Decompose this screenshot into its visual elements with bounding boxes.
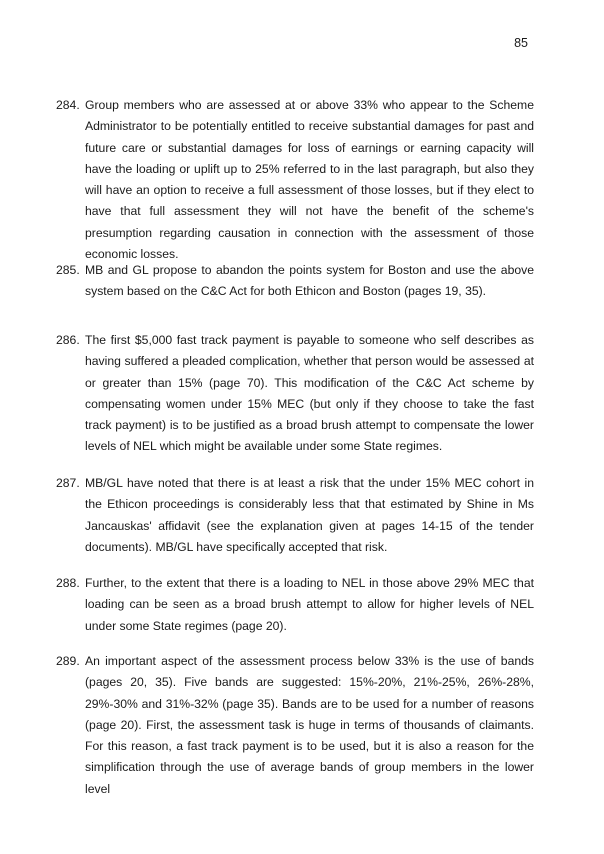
paragraph-text: An important aspect of the assessment process below 33% is the use of bands (pages 20, 35). Five bands are suggested: 15%-20%, 21%-25%, 26%-28%, 29%-30% and 31%-32% (page 35). Bands are to be used for a number of reasons (page 20). First, the assessment task is huge in terms of thousands of claimants. For this reason, a fast track payment is to be used, but it is also a reason for the simplification through the use of average bands of group members in the lower level (85, 654, 534, 796)
paragraph-287 (56, 473, 534, 558)
paragraph-288 (56, 573, 534, 637)
paragraph-text: Group members who are assessed at or above 33% who appear to the Scheme Administrator to be potentially entitled to receive substantial damages for past and future care or substantial damages for loss of earnings or earning capacity will have the loading or uplift up to 25% referred to in the last paragraph, but also they will have an option to receive a full assessment of those losses, but if they elect to have that full assessment they will not have the benefit of the scheme's presumption regarding causation in connection with the assessment of those economic losses. (85, 98, 534, 262)
paragraph-text: The first $5,000 fast track payment is payable to someone who self describes as having suffered a pleaded complication, whether that person would be assessed at or greater than 15% (page 70). This modification of the C&C Act scheme by compensating women under 15% MEC (but only if they choose to take the fast track payment) is to be justified as a broad brush attempt to compensate the lower levels of NEL which might be available under some State regimes. (85, 333, 534, 454)
paragraph-285 (56, 260, 534, 303)
paragraph-284 (56, 95, 534, 265)
paragraph-text: MB and GL propose to abandon the points system for Boston and use the above system based on the C&C Act for both Ethicon and Boston (pages 19, 35). (85, 263, 534, 299)
page-number: 85 (514, 36, 528, 50)
paragraph-number: 288. (56, 576, 80, 590)
paragraph-number: 285. (56, 263, 80, 277)
paragraph-289 (56, 651, 534, 800)
paragraph-text: MB/GL have noted that there is at least a risk that the under 15% MEC cohort in the Ethicon proceedings is considerably less that that estimated by Shine in Ms Jancauskas' affidavit (see the explanation given at pages 14-15 of the tender documents). MB/GL have specifically accepted that risk. (85, 476, 534, 554)
paragraph-number: 289. (56, 654, 80, 668)
paragraph-286 (56, 330, 534, 458)
paragraph-number: 286. (56, 333, 80, 347)
paragraph-number: 284. (56, 98, 80, 112)
paragraph-number: 287. (56, 476, 80, 490)
paragraph-text: Further, to the extent that there is a loading to NEL in those above 29% MEC that loading can be seen as a broad brush attempt to allow for higher levels of NEL under some State regimes (page 20). (85, 576, 534, 633)
